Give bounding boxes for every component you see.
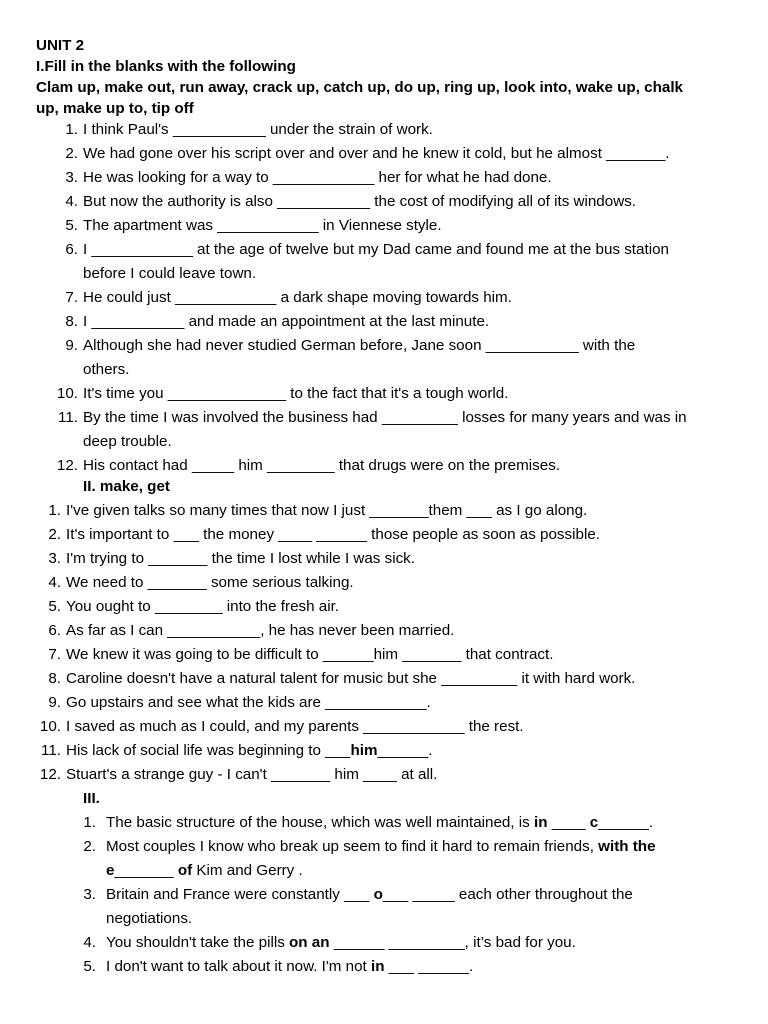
item-text: I ____________ at the age of twelve but my Dad came and found me at the bus station (83, 241, 669, 258)
item-text: Caroline doesn't have a natural talent for music but she _________ it with hard work. (66, 670, 636, 687)
section2-heading: II. make, get (83, 478, 170, 495)
section3-heading: III. (83, 790, 100, 807)
item-text-continued: before I could leave town. (83, 265, 257, 282)
item-text-part: ______. (598, 814, 654, 831)
section1-heading: I.Fill in the blanks with the following (36, 58, 296, 75)
item-text: Go upstairs and see what the kids are ____________. (66, 694, 431, 711)
item-text: It's important to ___ the money ____ ______ those people as soon as possible. (66, 526, 600, 543)
item-text: I'm trying to _______ the time I lost while I was sick. (66, 550, 415, 567)
item-number: 9. (48, 694, 61, 711)
item-number: 4. (83, 934, 96, 951)
item-text-part: Kim and Gerry . (192, 862, 303, 879)
item-number: 10. (39, 718, 61, 735)
item-number: 6. (65, 241, 78, 258)
item-number: 3. (65, 169, 78, 186)
item-text: As far as I can ___________, he has never been married. (66, 622, 455, 639)
item-text-part: ______. (377, 742, 433, 759)
item-text: Although she had never studied German before, Jane soon ___________ with the (83, 337, 636, 354)
item-text-bold: with the (598, 838, 656, 855)
item-number: 2. (65, 145, 78, 162)
item-number: 2. (83, 838, 96, 855)
item-text: His contact had _____ him ________ that drugs were on the premises. (83, 457, 561, 474)
item-number: 7. (48, 646, 61, 663)
item-number: 4. (65, 193, 78, 210)
item-text: You ought to ________ into the fresh air. (66, 598, 340, 615)
item-text-part: ______ _________, it’s bad for you. (329, 934, 576, 951)
item-number: 11. (41, 742, 61, 759)
item-number: 1. (83, 814, 96, 831)
item-number: 1. (65, 121, 78, 138)
unit-title: UNIT 2 (36, 37, 85, 54)
item-number: 12. (39, 766, 61, 783)
item-text (106, 811, 653, 835)
item-text-continued (106, 859, 303, 883)
item-text: He was looking for a way to ____________ her for what he had done. (83, 169, 552, 186)
item-text (66, 739, 432, 763)
item-number: 8. (48, 670, 61, 687)
item-number: 7. (65, 289, 78, 306)
item-text-bold: in (370, 958, 385, 975)
item-text: I ___________ and made an appointment at the last minute. (83, 313, 490, 330)
item-text: It's time you ______________ to the fact that it's a tough world. (83, 385, 509, 402)
item-number: 9. (65, 337, 78, 354)
item-text-continued: deep trouble. (83, 433, 172, 450)
item-text: I saved as much as I could, and my parents ____________ the rest. (66, 718, 524, 735)
item-text-part: ___ _____ each other throughout the (382, 886, 633, 903)
item-text: We had gone over his script over and over and he knew it cold, but he almost _______. (83, 145, 670, 162)
item-number: 5. (65, 217, 78, 234)
item-text-bold: e (106, 862, 115, 879)
item-number: 5. (83, 958, 96, 975)
item-text-part: Most couples I know who break up seem to find it hard to remain friends, (106, 838, 599, 855)
item-text-continued: negotiations. (106, 910, 193, 927)
word-list-line1: Clam up, make out, run away, crack up, catch up, do up, ring up, look into, wake up, chalk (36, 79, 683, 96)
item-text-part: ____ (547, 814, 590, 831)
item-text-bold: c (589, 814, 599, 831)
item-text (106, 955, 473, 979)
item-text (106, 931, 576, 955)
item-text-bold: on an (289, 934, 330, 951)
item-text (106, 835, 656, 859)
item-text: He could just ____________ a dark shape moving towards him. (83, 289, 512, 306)
item-number: 8. (65, 313, 78, 330)
item-text-bold: o (373, 886, 383, 903)
item-text: I've given talks so many times that now I just _______them ___ as I go along. (66, 502, 588, 519)
item-text-part: The basic structure of the house, which was well maintained, is (106, 814, 534, 831)
item-number: 12. (56, 457, 78, 474)
word-list-line2: up, make up to, tip off (36, 100, 194, 117)
item-number: 4. (48, 574, 61, 591)
item-text: Stuart's a strange guy - I can't _______ him ____ at all. (66, 766, 438, 783)
item-text: I think Paul's ___________ under the strain of work. (83, 121, 433, 138)
item-number: 3. (48, 550, 61, 567)
item-number: 2. (48, 526, 61, 543)
item-text-bold: in (534, 814, 548, 831)
item-text: By the time I was involved the business had _________ losses for many years and was in (83, 409, 687, 426)
item-text-part: ___ ______. (384, 958, 474, 975)
item-text: The apartment was ____________ in Viennese style. (83, 217, 442, 234)
item-text-continued: others. (83, 361, 130, 378)
item-number: 6. (48, 622, 61, 639)
item-text-part: I don't want to talk about it now. I'm not (106, 958, 371, 975)
item-number: 1. (48, 502, 61, 519)
item-number: 5. (48, 598, 61, 615)
item-text (106, 883, 633, 907)
item-number: 11. (58, 409, 78, 426)
item-text-part: His lack of social life was beginning to ___ (66, 742, 351, 759)
item-text-part: _______ (114, 862, 178, 879)
item-text: We need to _______ some serious talking. (66, 574, 354, 591)
item-number: 3. (83, 886, 96, 903)
item-text-bold: of (177, 862, 193, 879)
item-text-part: Britain and France were constantly ___ (106, 886, 374, 903)
item-text-part: You shouldn't take the pills (106, 934, 290, 951)
item-text: We knew it was going to be difficult to ______him _______ that contract. (66, 646, 554, 663)
item-text: But now the authority is also ___________ the cost of modifying all of its windows. (83, 193, 636, 210)
item-number: 10. (56, 385, 78, 402)
item-text-bold: him (350, 742, 378, 759)
